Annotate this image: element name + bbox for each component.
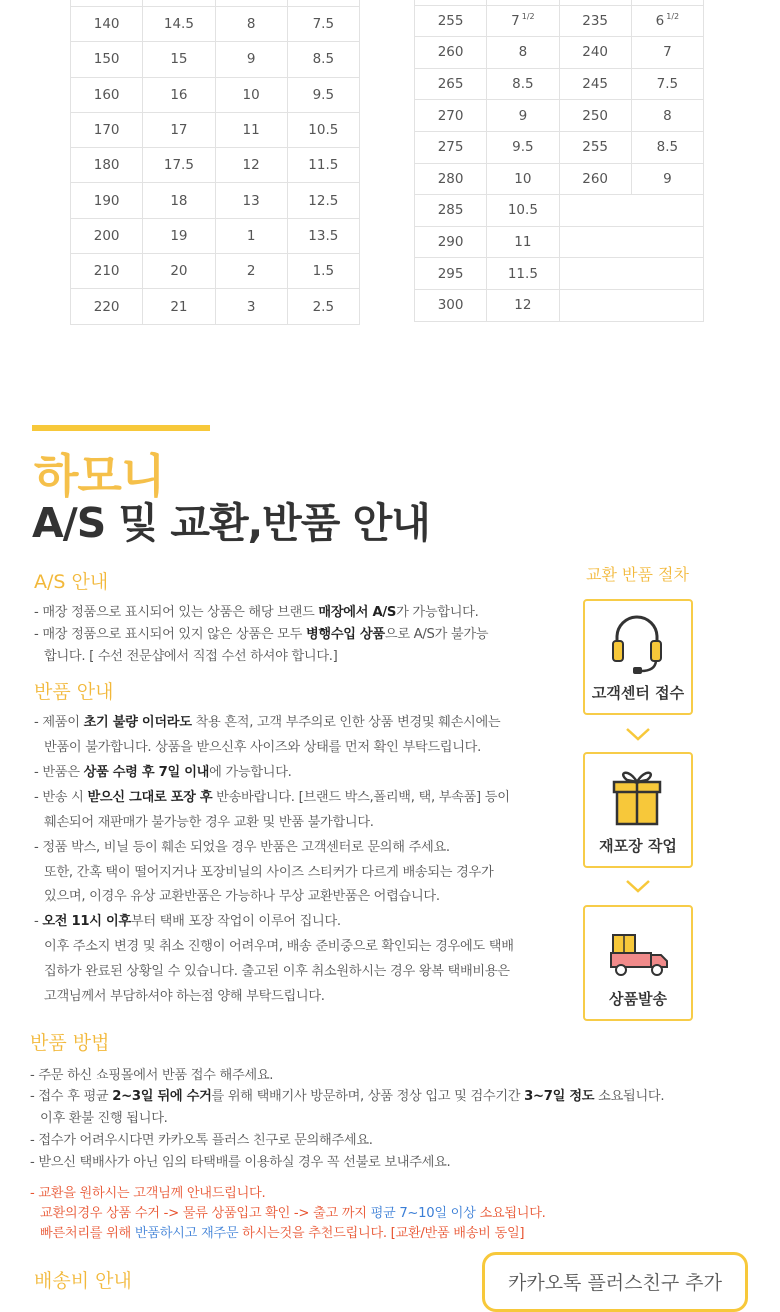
process-title: 교환 반품 절차	[586, 565, 689, 584]
return-line: 훼손되어 재판매가 불가능한 경우 교환 및 반품 불가합니다.	[44, 815, 374, 830]
table-cell: 220	[71, 289, 143, 324]
table-cell	[559, 258, 703, 290]
table-cell: 12	[487, 289, 559, 321]
return-line: 고객님께서 부담하셔야 하는점 양해 부탁드립니다.	[44, 989, 325, 1004]
table-cell: 275	[415, 131, 487, 163]
table-cell	[559, 289, 703, 321]
table-cell: 8.5	[287, 42, 359, 77]
process-step-customer-center	[583, 599, 693, 715]
table-cell: 1	[215, 218, 287, 253]
return-line: - 제품이 초기 불량 이더라도 착용 흔적, 고객 부주의로 인한 상품 변경및 훼손시에는	[34, 715, 501, 730]
table-cell: 14.5	[143, 7, 215, 42]
table-cell: 7.5	[287, 7, 359, 42]
table-cell: 11	[487, 226, 559, 258]
table-cell: 11.5	[287, 148, 359, 183]
table-cell: 18	[143, 183, 215, 218]
table-cell: 17.5	[143, 148, 215, 183]
table-cell	[559, 195, 703, 227]
table-row	[71, 183, 360, 218]
table-cell: 1.5	[287, 254, 359, 289]
table-cell: 11.5	[487, 258, 559, 290]
table-cell: 255	[559, 131, 631, 163]
return-heading: 반품 안내	[34, 681, 114, 703]
table-cell: 7	[631, 37, 703, 69]
table-cell: 12	[215, 148, 287, 183]
table-row	[415, 100, 704, 132]
exchange-notice-title: - 교환을 원하시는 고객님께 안내드립니다.	[30, 1186, 266, 1201]
as-line-3: 합니다. [ 수선 전문샵에서 직접 수선 하셔야 합니다.]	[44, 649, 338, 664]
process-step-repack	[583, 752, 693, 868]
chevron-down-icon	[625, 879, 651, 893]
brand-title: 하모니	[34, 449, 165, 503]
table-cell: 235	[559, 5, 631, 37]
gift-icon	[609, 764, 665, 830]
table-row	[71, 148, 360, 183]
table-cell: 180	[71, 148, 143, 183]
table-cell: 300	[415, 289, 487, 321]
shipping-heading: 배송비 안내	[34, 1270, 132, 1292]
table-cell: 150	[71, 42, 143, 77]
table-cell: 240	[559, 37, 631, 69]
table-cell: 21	[143, 289, 215, 324]
table-cell: 6 $^{1/2}$	[631, 5, 703, 37]
as-line-1: - 매장 정품으로 표시되어 있는 상품은 해당 브랜드 매장에서 A/S가 가능합니다.	[34, 605, 479, 620]
table-cell: 295	[415, 258, 487, 290]
as-heading: A/S 안내	[34, 571, 109, 593]
table-row	[415, 68, 704, 100]
table-cell: 8.5	[487, 68, 559, 100]
method-line: - 받으신 택배사가 아닌 임의 타택배를 이용하실 경우 꼭 선불로 보내주세요.	[30, 1155, 451, 1170]
return-line: 있으며, 이경우 유상 교환반품은 가능하나 무상 교환반품은 어렵습니다.	[44, 889, 440, 904]
headset-icon	[609, 611, 665, 677]
table-row	[71, 289, 360, 324]
return-line: 이후 주소지 변경 및 취소 진행이 어려우며, 배송 준비중으로 확인되는 경우에도 택배	[44, 939, 514, 954]
table-cell: 12.5	[287, 183, 359, 218]
table-cell: 15	[143, 42, 215, 77]
table-cell: 10.5	[487, 195, 559, 227]
table-cell: 2.5	[287, 289, 359, 324]
table-cell: 9	[215, 42, 287, 77]
table-cell: 140	[71, 7, 143, 42]
table-row	[415, 131, 704, 163]
table-cell: 245	[559, 68, 631, 100]
table-cell: 3	[215, 289, 287, 324]
table-cell: 17	[143, 112, 215, 147]
table-row	[415, 226, 704, 258]
table-cell: 255	[415, 5, 487, 37]
table-row	[415, 258, 704, 290]
table-cell: 170	[71, 112, 143, 147]
table-row	[71, 42, 360, 77]
table-cell: 260	[415, 37, 487, 69]
table-row	[415, 195, 704, 227]
return-line: 또한, 간혹 택이 떨어지거나 포장비닐의 사이즈 스티커가 다르게 배송되는 경우가	[44, 865, 494, 880]
method-heading: 반품 방법	[30, 1032, 110, 1054]
table-cell: 160	[71, 77, 143, 112]
table-cell: 190	[71, 183, 143, 218]
method-line: - 접수 후 평균 2~3일 뒤에 수거를 위해 택배기사 방문하며, 상품 정상 입고 및 검수기간 3~7일 정도 소요됩니다.	[30, 1089, 665, 1104]
exchange-notice-line: 교환의경우 상품 수거 -> 물류 상품입고 확인 -> 출고 까지 평균 7~10일 이상 소요됩니다.	[40, 1206, 546, 1221]
return-line: - 정품 박스, 비닐 등이 훼손 되었을 경우 반품은 고객센터로 문의해 주세요.	[34, 840, 450, 855]
table-cell	[559, 226, 703, 258]
size-table-right	[414, 0, 704, 322]
table-cell: 2	[215, 254, 287, 289]
table-cell: 10	[215, 77, 287, 112]
table-row	[415, 289, 704, 321]
process-step-shipping	[583, 905, 693, 1021]
table-cell: 9.5	[287, 77, 359, 112]
as-line-2: - 매장 정품으로 표시되어 있지 않은 상품은 모두 병행수입 상품으로 A/S가 불가능	[34, 627, 489, 642]
table-cell: 7 $^{1/2}$	[487, 5, 559, 37]
accent-bar	[32, 425, 210, 431]
method-line: - 주문 하신 쇼핑몰에서 반품 접수 해주세요.	[30, 1068, 274, 1083]
table-row	[71, 7, 360, 42]
kakao-plus-friend-button[interactable]: 카카오톡 플러스친구 추가	[482, 1252, 748, 1312]
table-cell: 8	[631, 100, 703, 132]
table-cell: 13	[215, 183, 287, 218]
table-row	[415, 5, 704, 37]
table-cell: 9	[487, 100, 559, 132]
table-cell: 210	[71, 254, 143, 289]
table-cell: 280	[415, 163, 487, 195]
return-line: - 반송 시 받으신 그대로 포장 후 반송바랍니다. [브랜드 박스,폴리백, 택, 부속품] 등이	[34, 790, 510, 805]
table-cell: 20	[143, 254, 215, 289]
table-row	[415, 163, 704, 195]
table-row	[415, 37, 704, 69]
table-cell: 285	[415, 195, 487, 227]
half-size-mark: 1/2	[666, 12, 680, 22]
table-cell: 270	[415, 100, 487, 132]
table-cell: 8	[215, 7, 287, 42]
return-line: - 오전 11시 이후부터 택배 포장 작업이 이루어 집니다.	[34, 914, 341, 929]
table-row	[71, 254, 360, 289]
delivery-truck-icon	[609, 917, 671, 983]
return-line: - 반품은 상품 수령 후 7일 이내에 가능합니다.	[34, 765, 292, 780]
method-line: 이후 환불 진행 됩니다.	[40, 1111, 168, 1126]
table-cell: 200	[71, 218, 143, 253]
process-step-label: 고객센터 접수	[591, 684, 685, 702]
table-cell: 9.5	[487, 131, 559, 163]
table-cell: 13.5	[287, 218, 359, 253]
table-cell: 265	[415, 68, 487, 100]
table-cell: 19	[143, 218, 215, 253]
exchange-notice-line: 빠른처리를 위해 반품하시고 재주문 하시는것을 추천드립니다. [교환/반품 배송비 동일]	[40, 1226, 525, 1241]
table-cell: 10	[487, 163, 559, 195]
return-line: 반품이 불가합니다. 상품을 받으신후 사이즈와 상태를 먼저 확인 부탁드립니다.	[44, 740, 481, 755]
table-cell: 250	[559, 100, 631, 132]
table-cell: 10.5	[287, 112, 359, 147]
half-size-mark: 1/2	[521, 12, 535, 22]
table-row	[71, 77, 360, 112]
return-line: 집하가 완료된 상황일 수 있습니다. 출고된 이후 취소원하시는 경우 왕복 택배비용은	[44, 964, 510, 979]
size-table-left	[70, 0, 360, 325]
table-cell: 7.5	[631, 68, 703, 100]
table-row	[71, 112, 360, 147]
table-cell: 16	[143, 77, 215, 112]
table-cell: 290	[415, 226, 487, 258]
table-row	[71, 218, 360, 253]
table-cell: 9	[631, 163, 703, 195]
process-step-label: 재포장 작업	[599, 837, 677, 855]
table-cell: 260	[559, 163, 631, 195]
table-cell: 8	[487, 37, 559, 69]
process-step-label: 상품발송	[609, 990, 667, 1008]
chevron-down-icon	[625, 727, 651, 741]
table-cell: 8.5	[631, 131, 703, 163]
table-cell: 11	[215, 112, 287, 147]
method-line: - 접수가 어려우시다면 카카오톡 플러스 친구로 문의해주세요.	[30, 1133, 373, 1148]
page-title: A/S 및 교환,반품 안내	[32, 499, 430, 547]
